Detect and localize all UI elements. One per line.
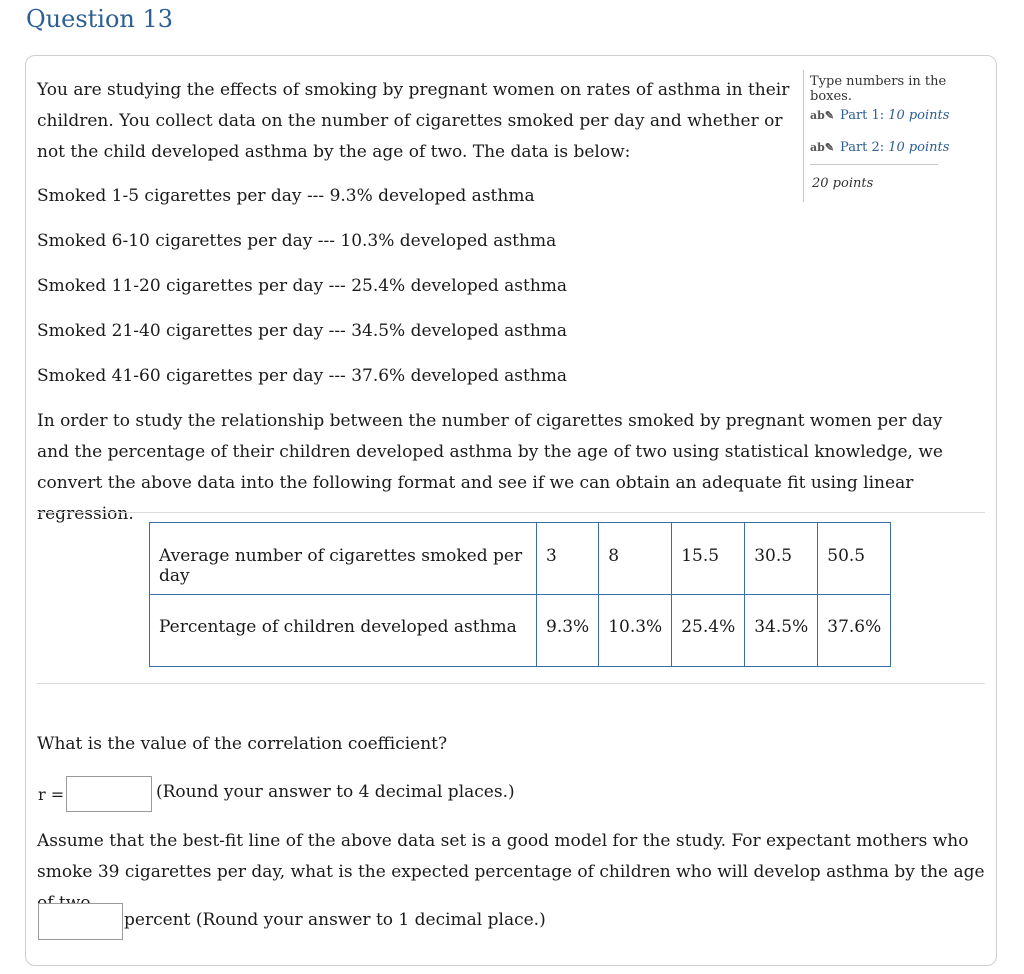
- data-line-4: Smoked 21-40 cigarettes per day --- 34.5% developed asthma: [37, 321, 568, 341]
- row-header-asthma: Percentage of children developed asthma: [150, 595, 537, 667]
- correlation-question: What is the value of the correlation coefficient?: [37, 734, 448, 754]
- part-1-label: Part 1:: [840, 108, 885, 123]
- table-row: [150, 523, 891, 595]
- ab-pencil-icon: ab✎: [810, 141, 835, 154]
- part-2-label: Part 2:: [840, 140, 885, 155]
- question-title: Question 13: [26, 5, 174, 33]
- sidebar-heading: Type numbers in the boxes.: [810, 74, 947, 104]
- percent-input[interactable]: [38, 903, 123, 940]
- sidebar-total-points: 20 points: [812, 176, 874, 191]
- percent-round-note: percent (Round your answer to 1 decimal place.): [124, 910, 546, 930]
- table-cell: 3: [537, 523, 599, 595]
- table-cell: 9.3%: [537, 595, 599, 667]
- prediction-paragraph: Assume that the best-fit line of the above data set is a good model for the study. For expectant mothers who smoke 39 cigarettes per day, what is the expected percentage of children who will develop asthma by the age: [37, 831, 985, 882]
- r-round-note: (Round your answer to 4 decimal places.): [156, 782, 515, 802]
- part-1-points: 10 points: [888, 108, 950, 123]
- intro-paragraph: You are studying the effects of smoking by pregnant women on rates of asthma in their children. You collect data on the number of cigarettes smoked per day and whether or not the child developed asthma by the age of two. The data is below:: [37, 80, 790, 162]
- data-line-5: Smoked 41-60 cigarettes per day --- 37.6% developed asthma: [37, 366, 568, 386]
- data-line-2: Smoked 6-10 cigarettes per day --- 10.3% developed asthma: [37, 231, 557, 251]
- divider-top: [37, 512, 985, 513]
- table-cell: 30.5: [745, 523, 818, 595]
- data-line-1: Smoked 1-5 cigarettes per day --- 9.3% developed asthma: [37, 186, 535, 206]
- part-2-points: 10 points: [888, 140, 950, 155]
- sidebar-part-2[interactable]: [810, 140, 949, 155]
- table-cell: 25.4%: [672, 595, 745, 667]
- table-cell: 10.3%: [599, 595, 672, 667]
- r-label: r =: [38, 785, 65, 804]
- table-cell: 15.5: [672, 523, 745, 595]
- correlation-input[interactable]: [66, 776, 152, 812]
- data-table: [149, 522, 891, 667]
- ab-pencil-icon: ab✎: [810, 109, 835, 122]
- divider-bottom: [37, 683, 985, 684]
- table-cell: 37.6%: [818, 595, 891, 667]
- table-cell: 50.5: [818, 523, 891, 595]
- table-cell: 34.5%: [745, 595, 818, 667]
- sidebar-part-1[interactable]: [810, 108, 949, 123]
- regression-paragraph: In order to study the relationship between the number of cigarettes smoked by pregnant women per day and the percentage of their children developed asthma by the age of two using statistical knowledge, we convert the above data into the following format and see if we can obtain an adequate fit using linear regression.: [37, 411, 943, 524]
- points-sidebar: [803, 70, 984, 202]
- row-header-cigarettes: Average number of cigarettes smoked per day: [150, 523, 537, 595]
- data-line-3: Smoked 11-20 cigarettes per day --- 25.4% developed asthma: [37, 276, 568, 296]
- table-row: [150, 595, 891, 667]
- table-cell: 8: [599, 523, 672, 595]
- sidebar-divider: [810, 164, 938, 165]
